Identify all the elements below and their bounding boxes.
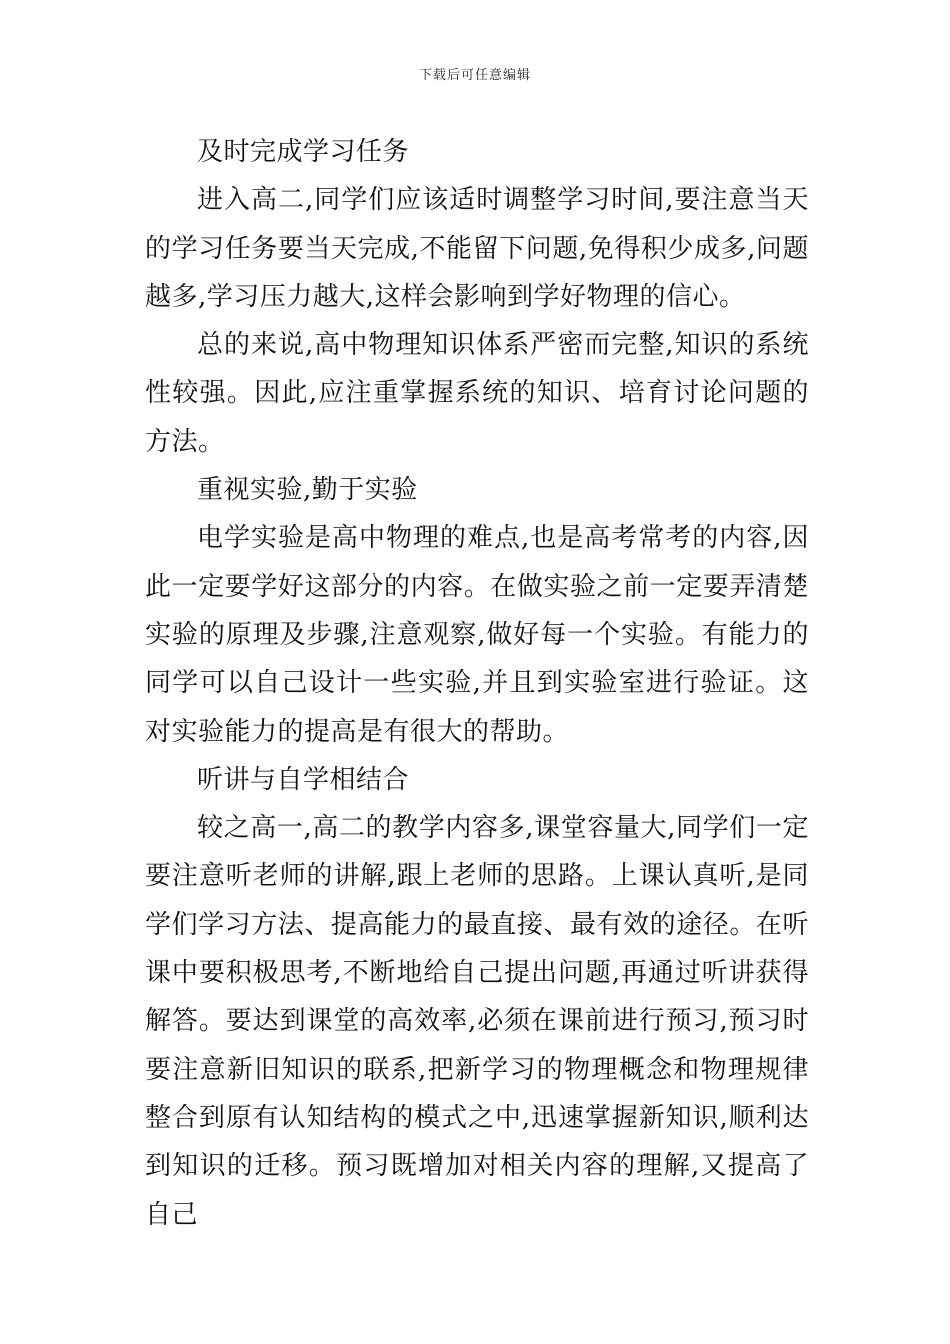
section-heading-listening-self-study: 听讲与自学相结合 — [197, 764, 410, 795]
paragraph-classroom-learning: 较之高一,高二的教学内容多,课堂容量大,同学们一定要注意听老师的讲解,跟上老师的思路。上课认真听,是同学们学习方法、提高能力的最直接、最有效的途径。在听课中要积极思考,不断地给自己提出问题,再通过听讲获得解答。要达到课堂的高效率,必须在课前进行预习,预习时要注意新旧知识的联系,把新学习的物理概念和物理规律整合到原有认知结构的模式之中,迅速掌握新知识,顺利达到知识的迁移。预习既增加对相关内容的理解,又提高了自己 — [145, 813, 809, 1230]
page-header: 下载后可任意编辑 — [418, 68, 531, 83]
section-heading-experiments: 重视实验,勤于实验 — [197, 475, 418, 506]
paragraph-study-time: 进入高二,同学们应该适时调整学习时间,要注意当天的学习任务要当天完成,不能留下问题,免得积少成多,问题越多,学习压力越大,这样会影响到学好物理的信心。 — [145, 185, 809, 312]
paragraph-knowledge-system: 总的来说,高中物理知识体系严密而完整,知识的系统性较强。因此,应注重掌握系统的知识、培育讨论问题的方法。 — [145, 330, 809, 457]
section-heading-complete-tasks: 及时完成学习任务 — [197, 137, 410, 167]
document-body — [145, 128, 809, 1239]
paragraph-electrical-experiments: 电学实验是高中物理的难点,也是高考常考的内容,因此一定要学好这部分的内容。在做实验之前一定要弄清楚实验的原理及步骤,注意观察,做好每一个实验。有能力的同学可以自己设计一些实验,并且到实验室进行验证。这对实验能力的提高是有很大的帮助。 — [145, 523, 809, 747]
